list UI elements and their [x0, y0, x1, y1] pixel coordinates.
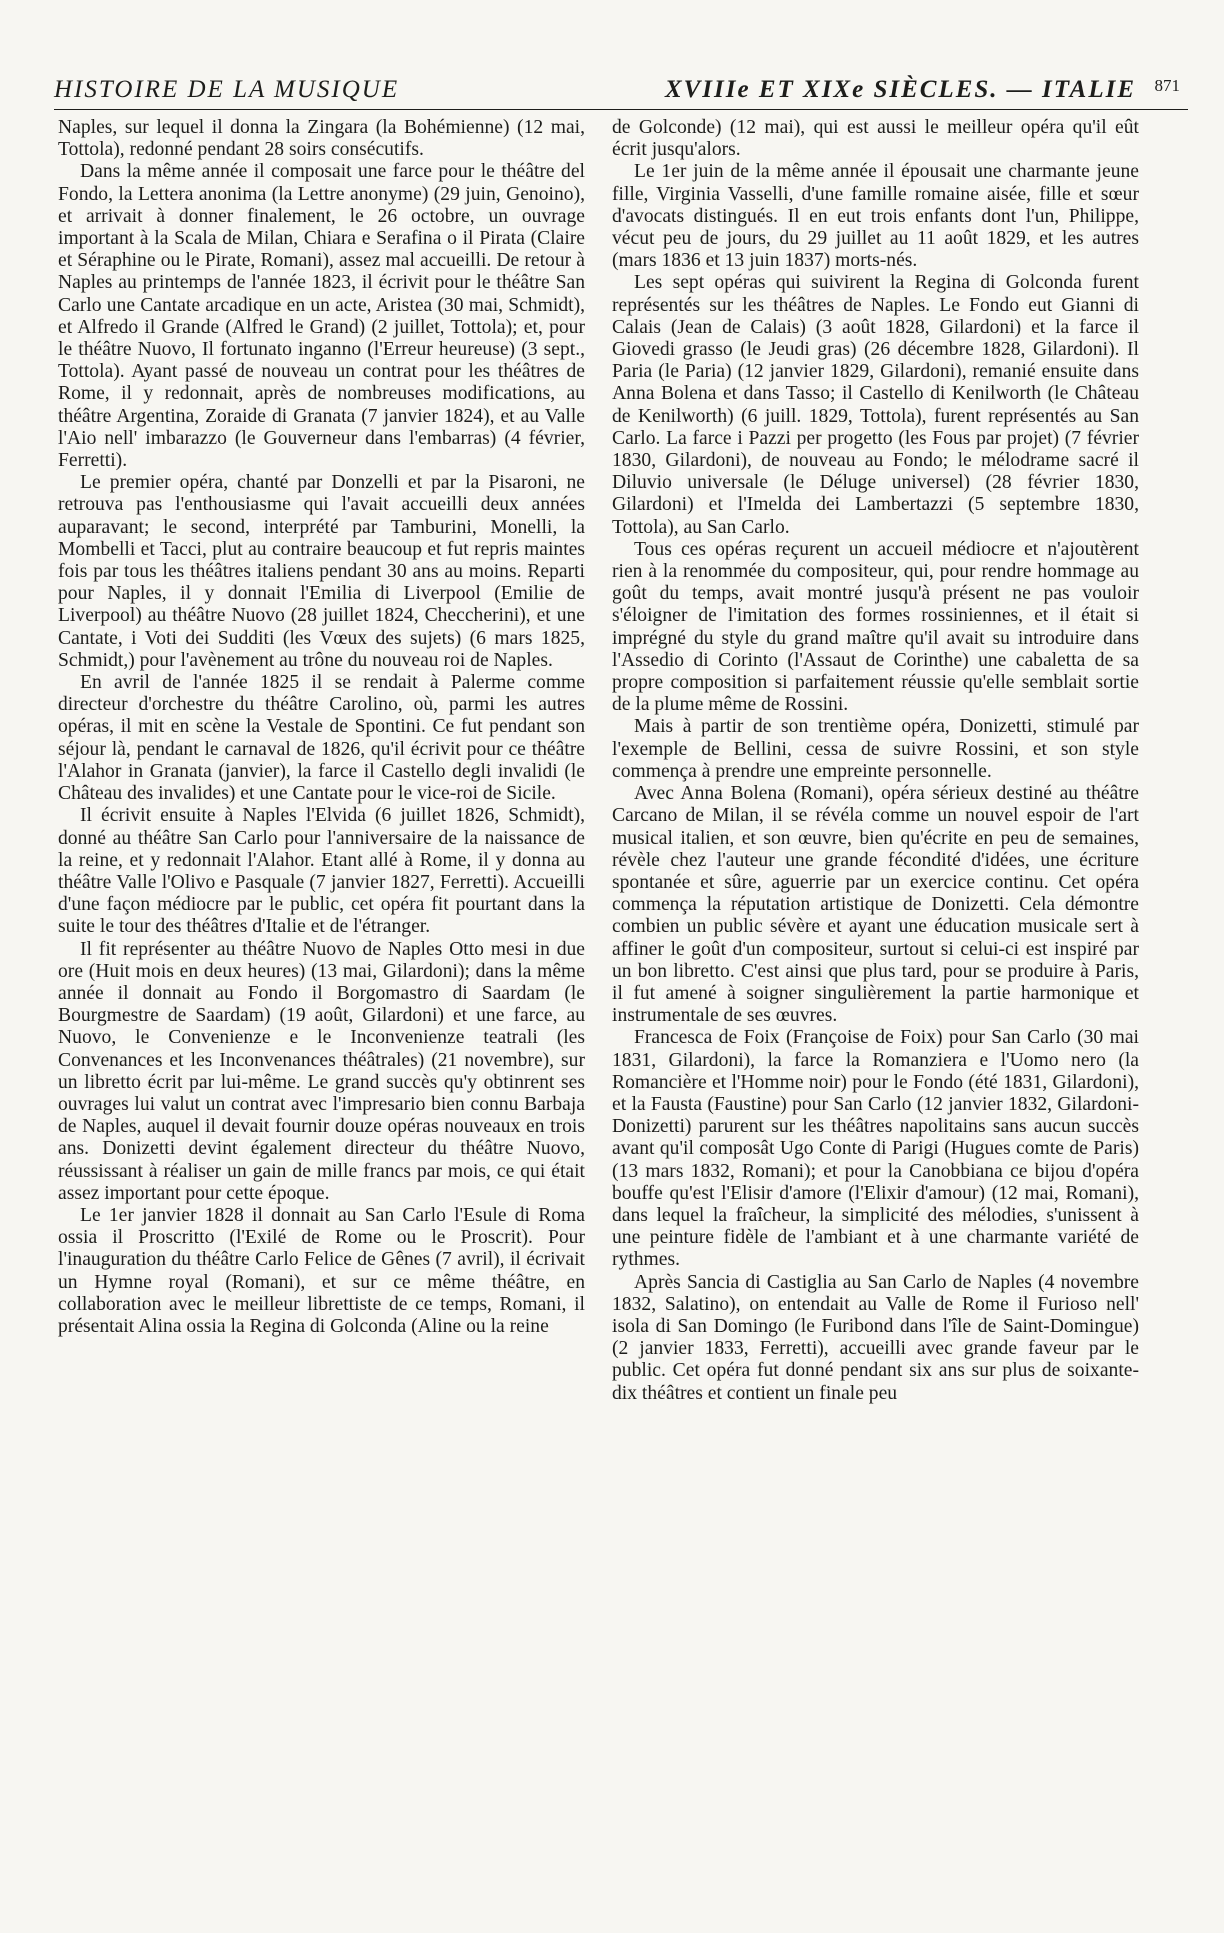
header-right-title: XVIIIe ET XIXe SIÈCLES. — ITALIE — [664, 76, 1136, 103]
paragraph: Dans la même année il composait une farce pour le théâtre del Fondo, la Lettera anonima (la Lettre anonyme) (29 juin, Genoino), et arrivait à donner finalement, le 26 octobre, un ouvrage important à la Scala de Milan, Chiara e Serafina o il Pirata (Claire et Séraphine ou le Pirate, Romani), assez mal accueilli. De retour à Naples au printemps de l'année 1823, il écrivit pour le théâtre San Carlo une Cantate arcadique en un acte, Aristea (30 mai, Schmidt), et Alfredo il Grande (Alfred le Grand) (2 juillet, Tottola); et, pour le théâtre Nuovo, Il fortunato inganno (l'Erreur heureuse) (3 sept., Tottola). Ayant passé de nouveau un contrat pour les théâtres de Rome, il y redonnait, après de nombreuses modifications, au théâtre Argentina, Zoraide di Granata (7 janvier 1824), et au Valle l'Aio nell' imbarazzo (le Gouverneur dans l'embarras) (4 février, Ferretti). — [58, 161, 585, 472]
left-column — [58, 117, 585, 1338]
paragraph: Le 1er janvier 1828 il donnait au San Carlo l'Esule di Roma ossia il Proscritto (l'Exilé de Rome ou le Proscrit). Pour l'inauguration du théâtre Carlo Felice de Gênes (7 avril), il écrivait un Hymne royal (Romani), et sur ce même théâtre, en collaboration avec le meilleur librettiste de ce temps, Romani, il présentait Alina ossia la Regina di Golconda (Aline ou la reine — [58, 1204, 585, 1337]
paragraph: Le premier opéra, chanté par Donzelli et par la Pisaroni, ne retrouva pas l'enthousiasme qui l'avait accueilli deux années auparavant; le second, interprété par Tamburini, Monelli, la Mombelli et Tacci, plut au contraire beaucoup et fut repris maintes fois par tous les théâtres italiens pendant 30 ans au moins. Reparti pour Naples, il y donnait l'Emilia di Liverpool (Emilie de Liverpool) au théâtre Nuovo (28 juillet 1824, Checcherini), et une Cantate, i Voti dei Sudditi (les Vœux des sujets) (6 mars 1825, Schmidt,) pour l'avènement au trône du nouveau roi de Naples. — [58, 472, 585, 671]
paragraph: Il écrivit ensuite à Naples l'Elvida (6 juillet 1826, Schmidt), donné au théâtre San Carlo pour l'anniversaire de la naissance de la reine, et y redonnait l'Alahor. Etant allé à Rome, il y donna au théâtre Valle l'Olivo e Pasquale (7 janvier 1827, Ferretti). Accueilli d'une façon médiocre par le public, cet opéra fit pourtant dans la suite le tour des théâtres d'Italie et de l'étranger. — [58, 805, 585, 938]
paragraph: En avril de l'année 1825 il se rendait à Palerme comme directeur d'orchestre du théâtre Carolino, où, parmi les autres opéras, il mit en scène la Vestale de Spontini. Ce fut pendant son séjour là, pendant le carnaval de 1826, qu'il écrivit pour ce théâtre l'Alahor in Granata (janvier), la farce il Castello degli invalidi (le Château des invalides) et une Cantate pour le vice-roi de Sicile. — [58, 672, 585, 805]
paragraph: de Golconde) (12 mai), qui est aussi le meilleur opéra qu'il eût écrit jusqu'alors. — [612, 117, 1139, 161]
header-left-title: HISTOIRE DE LA MUSIQUE — [54, 76, 400, 103]
paragraph: Il fit représenter au théâtre Nuovo de Naples Otto mesi in due ore (Huit mois en deux heures) (13 mai, Gilardoni); dans la même année il donnait au Fondo il Borgomastro di Saardam (le Bourgmestre de Saardam) (19 août, Gilardoni) et une farce, au Nuovo, le Convenienze e le Inconvenienze teatrali (les Convenances et les Inconvenances théâtrales) (21 novembre), sur un libretto écrit par lui-même. Le grand succès qu'y obtinrent ses ouvrages lui valut un contrat avec l'impresario bien connu Barbaja de Naples, auquel il devait fournir douze opéras nouveaux en trois ans. Donizetti devint également directeur du théâtre Nuovo, réussissant à réaliser un gain de mille francs par mois, ce qui était assez important pour cette époque. — [58, 938, 585, 1204]
paragraph: Les sept opéras qui suivirent la Regina di Golconda furent représentés sur les théâtres de Naples. Le Fondo eut Gianni di Calais (Jean de Calais) (3 août 1828, Gilardoni) et la farce il Giovedi grasso (le Jeudi gras) (26 décembre 1828, Gilardoni). Il Paria (le Paria) (12 janvier 1829, Gilardoni), remanié ensuite dans Anna Bolena et dans Tasso; il Castello di Kenilworth (le Château de Kenilworth) (6 juill. 1829, Tottola), furent représentés au San Carlo. La farce i Pazzi per progetto (les Fous par projet) (7 février 1830, Gilardoni), de nouveau au Fondo; le mélodrame sacré il Diluvio universale (le Déluge universel) (28 février 1830, Gilardoni) et l'Imelda dei Lambertazzi (5 septembre 1830, Tottola), au San Carlo. — [612, 272, 1139, 538]
running-header — [54, 76, 1180, 116]
paragraph: Le 1er juin de la même année il épousait une charmante jeune fille, Virginia Vasselli, d'une famille romaine aisée, fille et sœur d'avocats distingués. Il en eut trois enfants dont l'un, Philippe, vécut peu de jours, du 29 juillet au 11 août 1829, et les autres (mars 1836 et 13 juin 1837) morts-nés. — [612, 161, 1139, 272]
right-column — [612, 117, 1139, 1405]
paragraph: Tous ces opéras reçurent un accueil médiocre et n'ajoutèrent rien à la renommée du compositeur, qui, pour rendre hommage au goût du temps, avait montré jusqu'à présent ne pas vouloir s'éloigner de l'imitation des formes rossiniennes, et il était si imprégné du style du grand maître qu'il avait su introduire dans l'Assedio di Corinto (l'Assaut de Corinthe) une cabaletta de sa propre composition si parfaitement réussie qu'elle semblait sortie de la plume même de Rossini. — [612, 538, 1139, 716]
paragraph: Mais à partir de son trentième opéra, Donizetti, stimulé par l'exemple de Bellini, cessa de suivre Rossini, et son style commença à prendre une empreinte personnelle. — [612, 716, 1139, 782]
paragraph: Naples, sur lequel il donna la Zingara (la Bohémienne) (12 mai, Tottola), redonné pendant 28 soirs consécutifs. — [58, 117, 585, 161]
paragraph: Francesca de Foix (Françoise de Foix) pour San Carlo (30 mai 1831, Gilardoni), la farce la Romanziera e l'Uomo nero (la Romancière et l'Homme noir) pour le Fondo (été 1831, Gilardoni), et la Fausta (Faustine) pour San Carlo (12 janvier 1832, Gilardoni-Donizetti) parurent sur les théâtres napolitains sans aucun succès avant qu'il composât Ugo Conte di Parigi (Hugues comte de Paris) (13 mars 1832, Romani); et pour la Canobbiana ce bijou d'opéra bouffe qu'est l'Elisir d'amore (l'Elixir d'amour) (12 mai, Romani), dans lequel la fraîcheur, la simplicité des mélodies, s'unissent à une peinture fidèle de l'ambiant et à une charmante variété de rythmes. — [612, 1027, 1139, 1271]
paragraph: Avec Anna Bolena (Romani), opéra sérieux destiné au théâtre Carcano de Milan, il se révéla comme un nouvel espoir de l'art musical italien, et son œuvre, bien qu'écrite en peu de semaines, révèle chez l'auteur une grande fécondité d'idées, une écriture spontanée et sûre, aguerrie par un exercice continu. Cet opéra commença la réputation artistique de Donizetti. Cela démontre combien un public sévère et ayant une éducation musicale sert à affiner le goût d'un compositeur, surtout si celui-ci est inspiré par un bon libretto. C'est ainsi que plus tard, pour se produire à Paris, il fut amené à soigner singulièrement la partie harmonique et instrumentale de ses œuvres. — [612, 783, 1139, 1027]
header-rule — [54, 109, 1188, 110]
page-number: 871 — [1154, 76, 1180, 95]
paragraph: Après Sancia di Castiglia au San Carlo de Naples (4 novembre 1832, Salatino), on entendait au Valle de Rome il Furioso nell' isola di San Domingo (le Furibond dans l'île de Saint-Domingue) (2 janvier 1833, Ferretti), accueilli avec grande faveur par le public. Cet opéra fut donné pendant six ans sur plus de soixante-dix théâtres et contient un finale peu — [612, 1271, 1139, 1404]
